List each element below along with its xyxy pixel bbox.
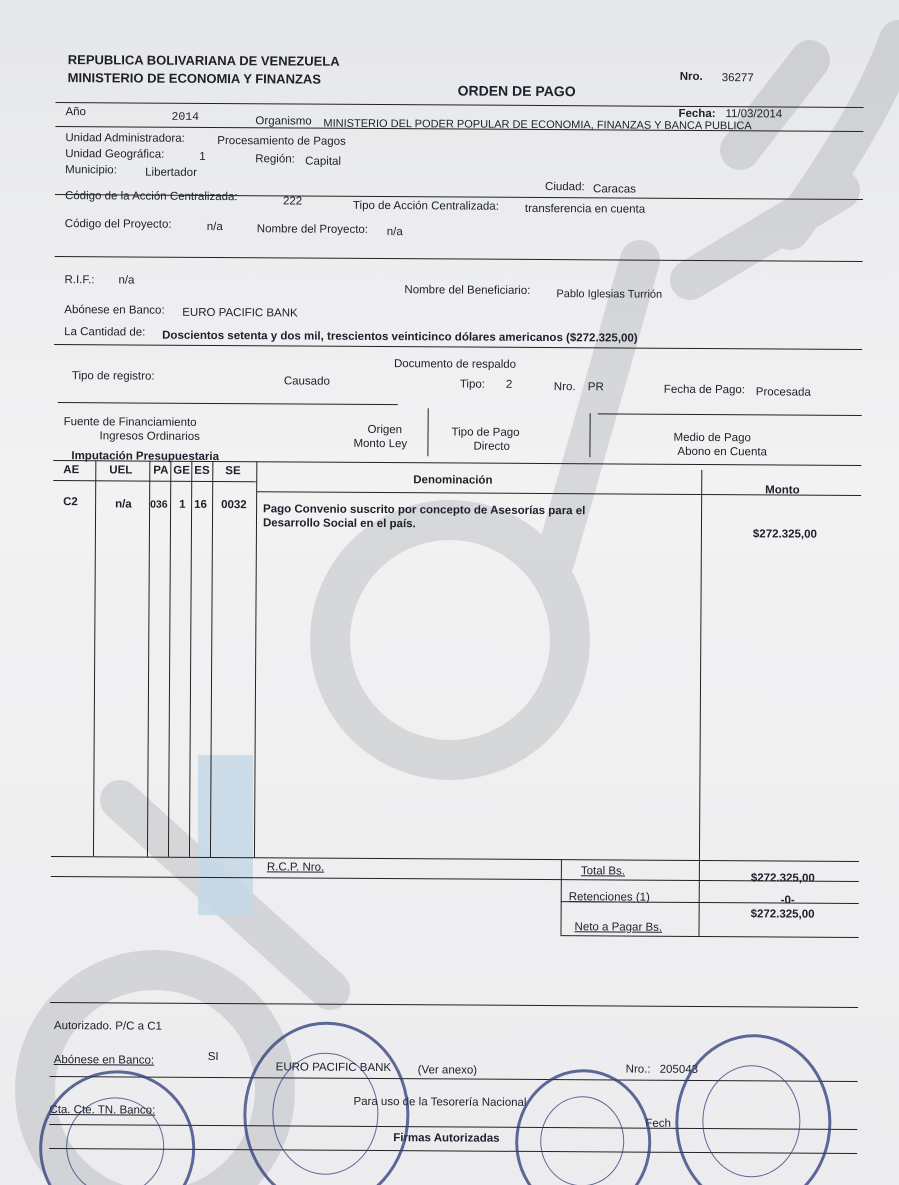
rule (93, 460, 96, 856)
firmas-label: Firmas Autorizadas (393, 1132, 500, 1145)
beneficiario-value: Pablo Iglesias Turrión (556, 288, 663, 301)
rule (51, 876, 859, 882)
total-value: $272.325,00 (750, 872, 815, 885)
col-pa: PA (153, 464, 169, 477)
unidad-geo-value: 1 (199, 150, 206, 163)
rule (53, 480, 257, 482)
row-ae: C2 (63, 496, 78, 509)
fuente-value: Ingresos Ordinarios (99, 430, 200, 443)
tesoreria-label: Para uso de la Tesorería Nacional (353, 1095, 527, 1109)
official-stamp (243, 1021, 410, 1185)
rule (254, 461, 257, 857)
imputacion-title: Imputación Presupuestaria (71, 450, 220, 464)
col-se: SE (225, 465, 241, 478)
document-title: ORDEN DE PAGO (457, 82, 576, 100)
neto-value: $272.325,00 (750, 908, 815, 921)
cantidad-label: La Cantidad de: (64, 326, 146, 339)
unidad-geo-label: Unidad Geográfica: (65, 148, 165, 161)
footer-banco-label: Abónese en Banco: (53, 1054, 155, 1067)
footer-nro-value: 205043 (659, 1063, 699, 1076)
col-ae: AE (63, 464, 80, 477)
footer-banco-si: SI (207, 1050, 219, 1064)
ciudad-label: Ciudad: (545, 181, 585, 194)
col-uel: UEL (109, 464, 133, 477)
rif-label: R.I.F.: (64, 274, 95, 287)
total-label: Total Bs. (580, 865, 626, 878)
beneficiario-label: Nombre del Beneficiario: (404, 284, 531, 297)
rule (699, 470, 702, 860)
rule (598, 413, 862, 416)
tipo-registro-value: Causado (283, 375, 330, 388)
nro-label: Nro. (679, 70, 703, 83)
official-stamp (39, 1070, 196, 1185)
organismo-label: Organismo (255, 115, 312, 128)
col-monto: Monto (765, 484, 800, 497)
region-label: Región: (255, 153, 295, 166)
registro-nro-label: Nro. (553, 381, 576, 394)
rule (50, 1002, 858, 1008)
rule (189, 461, 192, 857)
cte-label: Cta. Cte. TN. Banco: (49, 1104, 156, 1117)
banco-value: EURO PACIFIC BANK (182, 306, 298, 320)
tipo-pago-value: Directo (473, 440, 510, 453)
rule (560, 859, 561, 935)
rule (56, 102, 864, 108)
nombre-proyecto-value: n/a (386, 226, 403, 239)
col-ge: GE (173, 464, 190, 477)
rule (51, 856, 859, 862)
rule (210, 461, 213, 857)
rule (55, 256, 863, 262)
footer-nro-label: Nro.: (625, 1063, 651, 1076)
row-se: 0032 (221, 499, 247, 512)
footer-banco-value: EURO PACIFIC BANK (275, 1061, 392, 1075)
tipo-pago-label: Tipo de Pago (451, 426, 520, 439)
banco-label: Abónese en Banco: (64, 304, 165, 317)
gov-line-1: REPUBLICA BOLIVARIANA DE VENEZUELA (67, 52, 340, 69)
unidad-admin-label: Unidad Administradora: (65, 132, 185, 145)
fecha-pago-value: Procesada (755, 386, 811, 399)
doc-respaldo-label: Documento de respaldo (393, 358, 517, 371)
unidad-admin-value: Procesamiento de Pagos (217, 135, 346, 148)
footer-banco-note: (Ver anexo) (417, 1064, 478, 1077)
tipo-label: Tipo: (459, 378, 486, 391)
tipo-accion-label: Tipo de Acción Centralizada: (352, 199, 499, 213)
origen-value: Monto Ley (353, 437, 408, 451)
rule (168, 461, 171, 857)
rule (698, 860, 699, 936)
retenciones-label: Retenciones (1) (568, 891, 650, 904)
cod-accion-value: 222 (282, 195, 303, 208)
cantidad-value: Doscientos setenta y dos mil, trescientos veinticinco dólares americanos ($272.325,00) (162, 329, 638, 345)
row-pa: 036 (150, 498, 168, 511)
cod-proyecto-label: Código del Proyecto: (64, 218, 172, 231)
col-es: ES (194, 464, 210, 477)
nro-value: 36277 (721, 72, 754, 85)
retenciones-value: -0- (780, 894, 795, 907)
gov-line-2: MINISTERIO DE ECONOMIA Y FINANZAS (67, 70, 322, 87)
row-es: 16 (194, 498, 207, 511)
registro-nro-value: PR (587, 381, 604, 394)
row-denominacion-1: Pago Convenio suscrito por concepto de Asesorías para el (263, 503, 586, 518)
tipo-value: 2 (505, 378, 513, 391)
organismo-value: MINISTERIO DEL PODER POPULAR DE ECONOMIA, FINANZAS Y BANCA PUBLICA (323, 117, 752, 133)
medio-pago-label: Medio de Pago (673, 431, 751, 445)
anio-value: 2014 (171, 110, 200, 124)
official-stamp (515, 1069, 652, 1185)
fecha-pago-label: Fecha de Pago: (663, 383, 746, 397)
municipio-value: Libertador (145, 166, 197, 179)
autorizado-label: Autorizado. P/C a C1 (53, 1020, 162, 1033)
fecha-label: Fecha: (678, 107, 716, 121)
tipo-accion-value: transferencia en cuenta (524, 202, 646, 216)
rif-value: n/a (118, 274, 135, 287)
rule (560, 935, 858, 938)
anio-label: Año (65, 106, 87, 119)
rule (54, 344, 862, 350)
region-value: Capital (305, 155, 342, 168)
rcp-label: R.C.P. Nro. (266, 861, 325, 874)
footer-fecha-label: Fech (645, 1117, 671, 1130)
rule (147, 461, 150, 857)
row-uel: n/a (115, 498, 132, 511)
cod-accion-label: Código de la Acción Centralizada: (64, 190, 238, 204)
row-denominacion-2: Desarrollo Social en el país. (262, 517, 416, 531)
rule (58, 402, 398, 405)
origen-label: Origen (367, 423, 403, 437)
orden-de-pago-sheet (45, 30, 870, 1185)
fecha-value: 11/03/2014 (725, 108, 783, 121)
nombre-proyecto-label: Nombre del Proyecto: (256, 223, 369, 236)
neto-label: Neto a Pagar Bs. (574, 921, 663, 934)
cod-proyecto-value: n/a (206, 220, 223, 234)
col-denominacion: Denominación (413, 474, 493, 487)
fuente-label: Fuente de Financiamiento (63, 416, 197, 429)
rule (427, 408, 428, 456)
rule (589, 413, 590, 457)
ciudad-value: Caracas (593, 183, 636, 196)
official-stamp (675, 1034, 832, 1185)
municipio-label: Municipio: (65, 164, 117, 177)
row-monto: $272.325,00 (752, 528, 817, 541)
medio-pago-value: Abono en Cuenta (677, 445, 768, 459)
row-ge: 1 (179, 498, 186, 511)
tipo-registro-label: Tipo de registro: (71, 370, 155, 383)
